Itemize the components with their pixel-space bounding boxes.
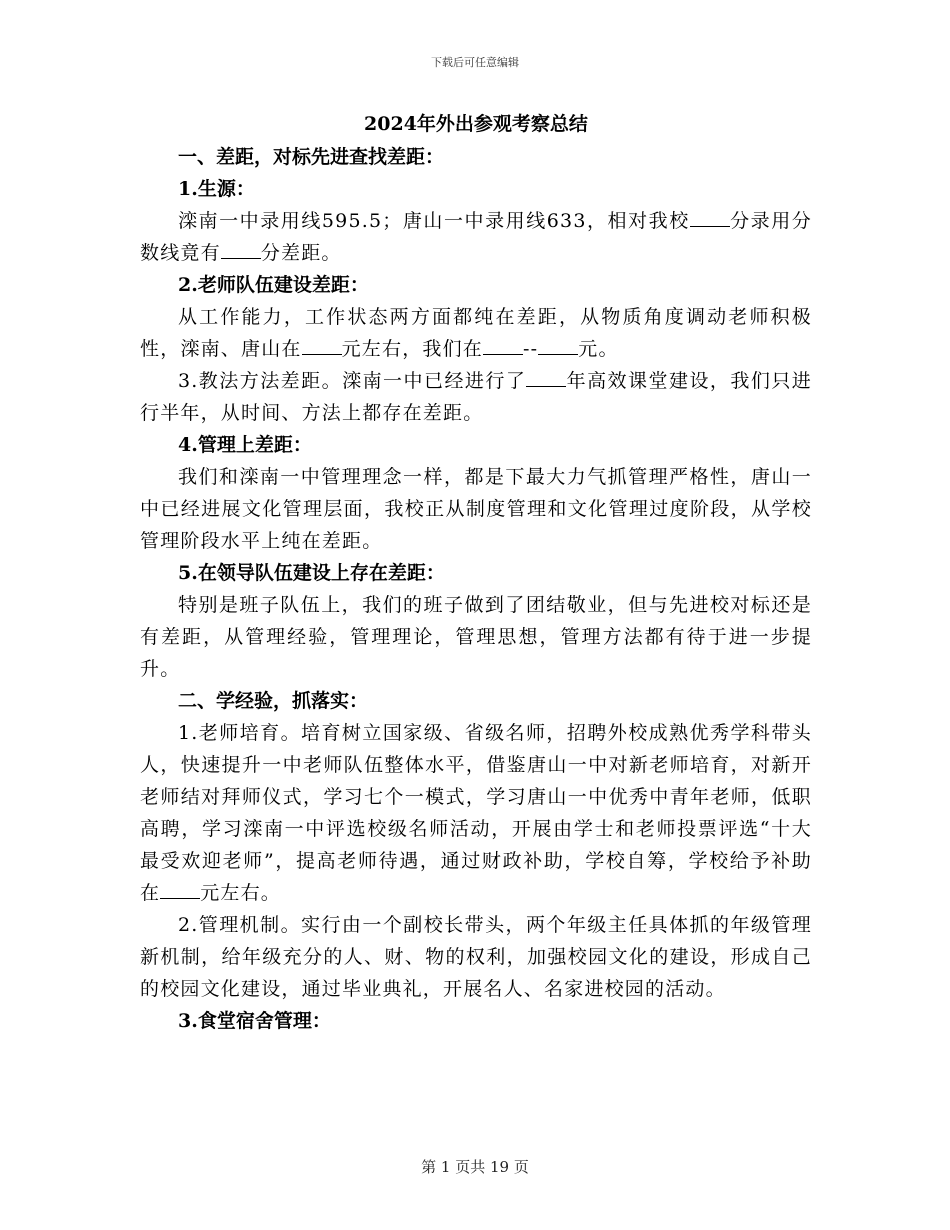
blank-line (221, 240, 261, 259)
subsection-2-3-heading: 3.食堂宿舍管理： (178, 1010, 331, 1032)
subsection-2-1-paragraph: 1.老师培育。培育树立国家级、省级名师，招聘外校成熟优秀学科带头人，快速提升一中老师队伍整体水平，借鉴唐山一中对新老师培育，对新开老师结对拜师仪式，学习七个一模式，学习唐山一中优秀中青年老师，低职高聘，学习滦南一中评选校级名师活动，开展由学士和老师投票评选“十大最受欢迎老师”，提高老师待遇，通过财政补助，学校自筹，学校给予补助在 元左右。 (140, 722, 812, 904)
blank-line (160, 880, 200, 899)
blank-line (302, 336, 342, 355)
subsection-2-2-paragraph: 2.管理机制。实行由一个副校长带头，两个年级主任具体抓的年级管理新机制，给年级充分的人、财、物的权利，加强校园文化的建设，形成自己的校园文化建设，通过毕业典礼，开展名人、名家进校园的活动。 (140, 914, 812, 1000)
blank-line (483, 336, 523, 355)
section-2-heading: 二、学经验，抓落实： (178, 690, 369, 712)
subsection-1-1-heading: 1.生源： (178, 178, 255, 200)
document-body (140, 108, 812, 1037)
section-1-heading: 一、差距，对标先进查找差距： (178, 146, 445, 168)
blank-line (538, 336, 578, 355)
blank-line (526, 368, 566, 387)
subsection-1-4-heading: 4.管理上差距： (178, 434, 312, 456)
blank-line (690, 208, 730, 227)
subsection-1-5-paragraph: 特别是班子队伍上，我们的班子做到了团结敬业，但与先进校对标还是有差距，从管理经验，管理理论，管理思想，管理方法都有待于进一步提升。 (140, 594, 812, 680)
subsection-1-2-heading: 2.老师队伍建设差距： (178, 274, 369, 296)
subsection-1-3-paragraph: 3.教法方法差距。滦南一中已经进行了 年高效课堂建设，我们只进行半年，从时间、方法上都存在差距。 (140, 370, 812, 424)
header-note: 下载后可任意编辑 (431, 56, 519, 69)
document-title: 2024年外出参观考察总结 (364, 113, 588, 135)
page-footer: 第 1 页共 19 页 (421, 1158, 529, 1176)
subsection-1-5-heading: 5.在领导队伍建设上存在差距： (178, 562, 445, 584)
subsection-1-4-paragraph: 我们和滦南一中管理理念一样，都是下最大力气抓管理严格性，唐山一中已经进展文化管理层面，我校正从制度管理和文化管理过度阶段，从学校管理阶段水平上纯在差距。 (140, 466, 812, 552)
subsection-1-2-paragraph: 从工作能力，工作状态两方面都纯在差距，从物质角度调动老师积极性，滦南、唐山在 元左右，我们在 -- 元。 (140, 306, 812, 360)
subsection-1-1-paragraph: 滦南一中录用线595.5；唐山一中录用线633，相对我校 分录用分数线竟有 分差距。 (140, 210, 812, 264)
